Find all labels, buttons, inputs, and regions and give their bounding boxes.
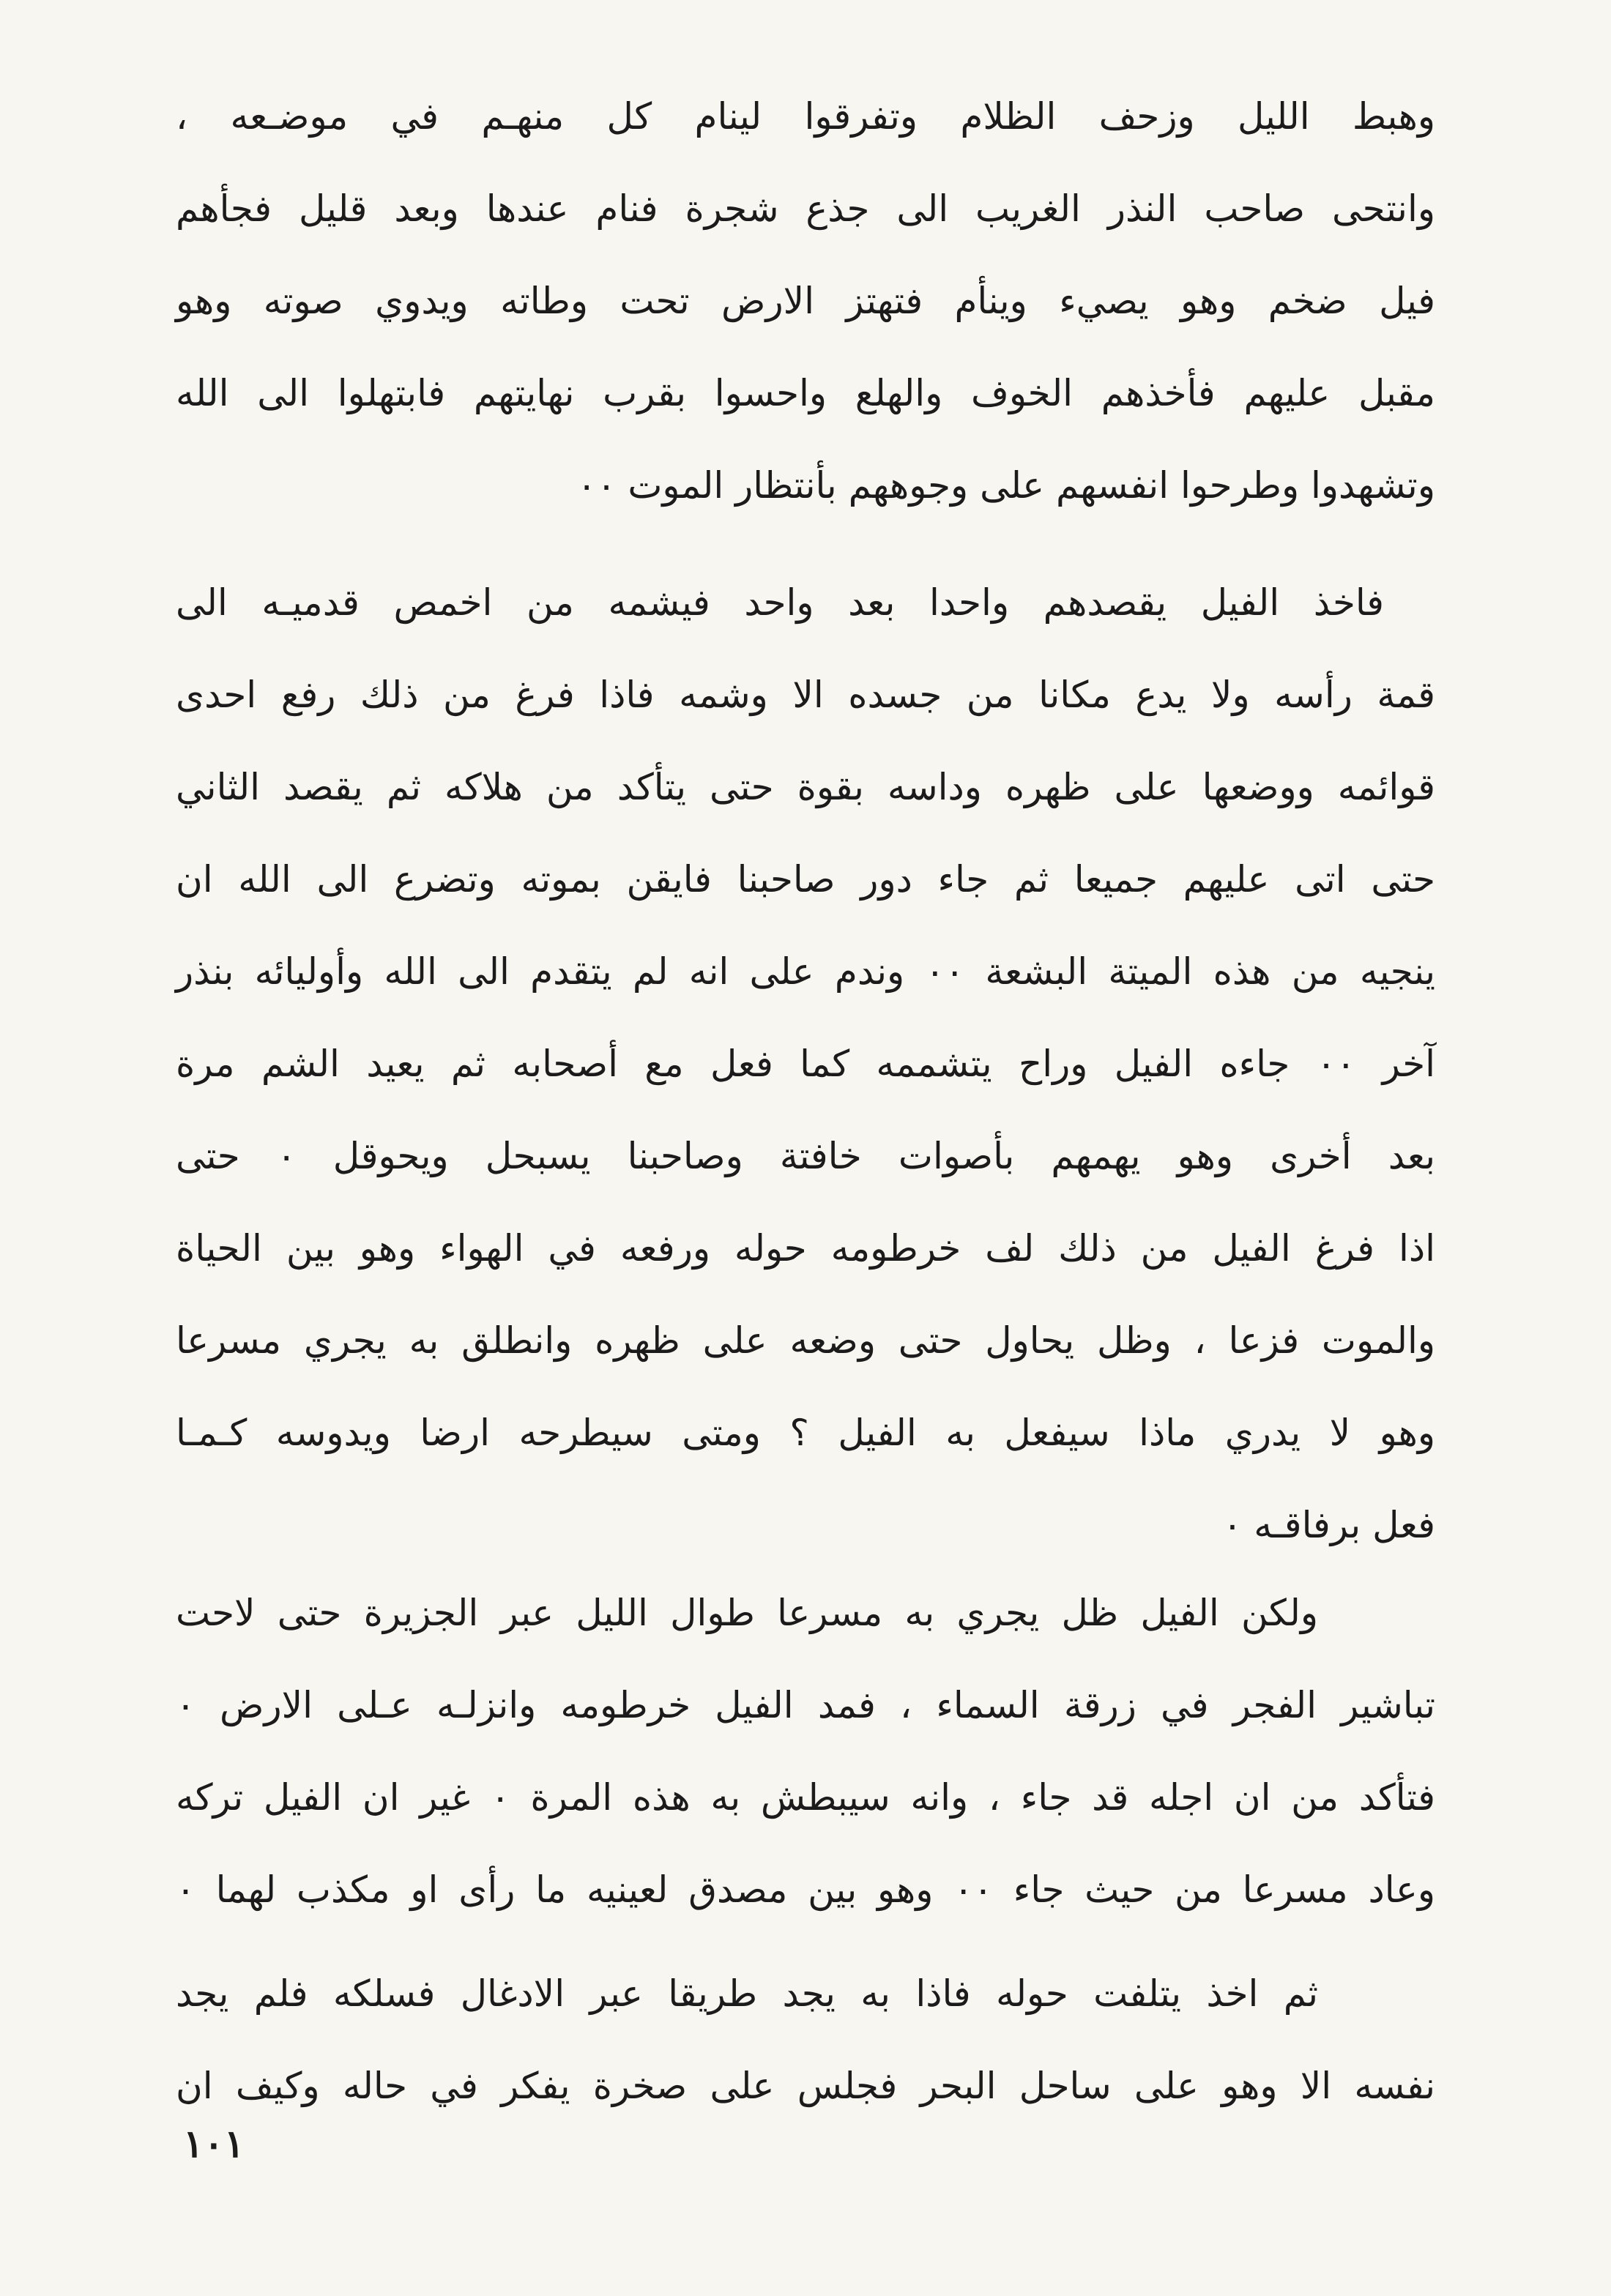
text-line: فعل برفاقـه ٠	[1222, 1504, 1435, 1546]
text-line: حتى اتى عليهم جميعا ثم جاء دور صاحبنا فايقن بموته وتضرع الى الله ان	[176, 858, 1435, 901]
text-line: مقبل عليهم فأخذهم الخوف والهلع واحسوا بقرب نهايتهم فابتهلوا الى الله	[176, 372, 1435, 414]
text-line: وهبط الليل وزحف الظلام وتفرقوا لينام كل منهـم في موضـعه ،	[176, 95, 1435, 138]
text-line: ثم اخذ يتلفت حوله فاذا به يجد طريقا عبر الادغال فسلكه فلم يجد	[176, 1972, 1318, 2015]
text-line: اذا فرغ الفيل من ذلك لف خرطومه حوله ورفعه في الهواء وهو بين الحياة	[176, 1227, 1435, 1270]
text-line: وعاد مسرعا من حيث جاء ٠٠ وهو بين مصدق لعينيه ما رأى او مكذب لهما ٠	[176, 1868, 1435, 1911]
text-line: بعد أخرى وهو يهمهم بأصوات خافتة وصاحبنا يسبحل ويحوقل ٠ حتى	[176, 1135, 1435, 1177]
text-line: نفسه الا وهو على ساحل البحر فجلس على صخرة يفكر في حاله وكيف ان	[176, 2065, 1435, 2107]
text-line: والموت فزعا ، وظل يحاول حتى وضعه على ظهره وانطلق به يجري مسرعا	[176, 1319, 1435, 1362]
paragraph-2	[176, 556, 1435, 1571]
text-line: آخر ٠٠ جاءه الفيل وراح يتشممه كما فعل مع أصحابه ثم يعيد الشم مرة	[176, 1043, 1435, 1085]
text-line: ولكن الفيل ظل يجري به مسرعا طوال الليل عبر الجزيرة حتى لاحت	[176, 1592, 1318, 1634]
text-line: وانتحى صاحب النذر الغريب الى جذع شجرة فنام عندها وبعد قليل فجأهم	[176, 187, 1435, 230]
text-line: ينجيه من هذه الميتة البشعة ٠٠ وندم على انه لم يتقدم الى الله وأوليائه بنذر	[176, 950, 1435, 993]
paragraph-3	[176, 1567, 1435, 1936]
paragraph-4	[176, 1947, 1435, 2132]
text-line: فاخذ الفيل يقصدهم واحدا بعد واحد فيشمه من اخمص قدميـه الى	[176, 581, 1384, 624]
text-line: وتشهدوا وطرحوا انفسهم على وجوههم بأنتظار الموت ٠٠	[576, 464, 1435, 507]
text-line: فيل ضخم وهو يصيء وينأم فتهتز الارض تحت وطاته ويدوي صوته وهو	[176, 280, 1435, 322]
text-line: قمة رأسه ولا يدع مكانا من جسده الا وشمه فاذا فرغ من ذلك رفع احدى	[176, 674, 1435, 716]
text-line: تباشير الفجر في زرقة السماء ، فمد الفيل خرطومه وانزلـه عـلى الارض ٠	[176, 1684, 1435, 1726]
text-line: وهو لا يدري ماذا سيفعل به الفيل ؟ ومتى سيطرحه ارضا ويدوسه كـمـا	[176, 1412, 1435, 1454]
text-line: قوائمه ووضعها على ظهره وداسه بقوة حتى يتأكد من هلاكه ثم يقصد الثاني	[176, 766, 1435, 808]
page-number: ١٠١	[183, 2122, 245, 2166]
text-line: فتأكد من ان اجله قد جاء ، وانه سيبطش به هذه المرة ٠ غير ان الفيل تركه	[176, 1776, 1436, 1819]
paragraph-1	[176, 70, 1435, 532]
